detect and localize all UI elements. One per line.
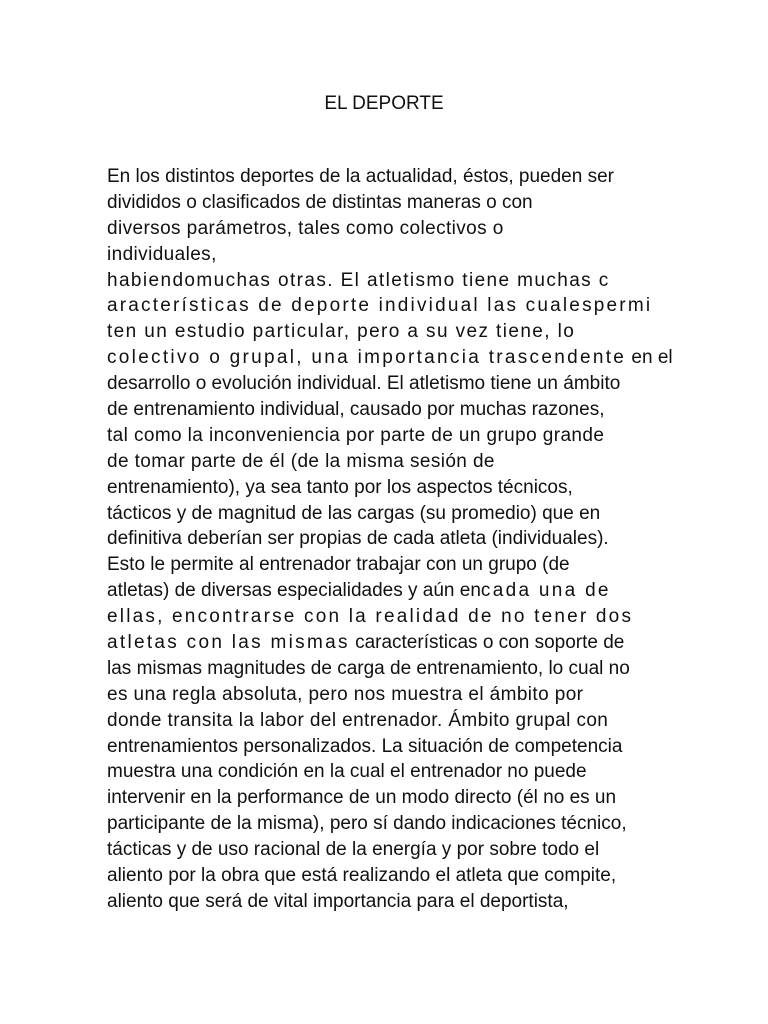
- body-line: de tomar parte de él (de la misma sesión de: [107, 450, 495, 472]
- body-line: divididos o clasificados de distintas maneras o con: [107, 191, 533, 213]
- body-line: desarrollo o evolución individual. El atletismo tiene un ámbito: [107, 373, 621, 395]
- body-line: definitiva deberían ser propias de cada atleta (individuales).: [107, 528, 609, 550]
- body-line: ten un estudio particular, pero a su vez tiene, lo: [107, 321, 576, 343]
- body-line: intervenir en la performance de un modo directo (él no es un: [107, 787, 617, 809]
- body-line: las mismas magnitudes de carga de entrenamiento, lo cual no: [107, 657, 630, 679]
- body-line: aliento que será de vital importancia para el deportista,: [107, 890, 569, 912]
- body-line: es una regla absoluta, pero nos muestra el ámbito por: [107, 683, 584, 705]
- body-line: [107, 345, 673, 371]
- body-line-segment: atletas con las mismas: [107, 632, 350, 654]
- body-line-segment: cada una de: [480, 580, 611, 602]
- body-line: individuales,: [107, 243, 217, 265]
- body-line: participante de la misma), pero sí dando indicaciones técnico,: [107, 813, 627, 835]
- body-line-segment: características o con soporte de: [355, 632, 625, 654]
- body-line: tácticas y de uso racional de la energía y por sobre todo el: [107, 839, 600, 861]
- body-line: En los distintos deportes de la actualidad, éstos, pueden ser: [107, 166, 614, 187]
- body-line: [107, 630, 667, 656]
- body-line: diversos parámetros, tales como colectivos o: [107, 217, 504, 239]
- body-line: entrenamientos personalizados. La situación de competencia: [107, 735, 623, 757]
- body-line: aliento por la obra que está realizando el atleta que compite,: [107, 865, 617, 887]
- body-line: tácticos y de magnitud de las cargas (su promedio) que en: [107, 502, 601, 524]
- body-line-segment: en el: [631, 347, 673, 369]
- body-line: muestra una condición en la cual el entrenador no puede: [107, 761, 587, 783]
- body-line-segment: atletas) de diversas especialidades y aún en: [107, 580, 481, 602]
- body-line-segment: colectivo o grupal, una importancia trascendente: [107, 347, 627, 369]
- body-line: Esto le permite al entrenador trabajar con un grupo (de: [107, 554, 570, 576]
- body-line: [107, 578, 667, 604]
- body-line: habiendomuchas otras. El atletismo tiene muchas c: [107, 269, 610, 291]
- body-line: entrenamiento), ya sea tanto por los aspectos técnicos,: [107, 476, 573, 498]
- body-line: tal como la inconveniencia por parte de un grupo grande: [107, 424, 605, 446]
- body-line: de entrenamiento individual, causado por muchas razones,: [107, 399, 605, 421]
- document-body: [107, 164, 673, 915]
- body-line: donde transita la labor del entrenador. Ámbito grupal con: [107, 709, 609, 731]
- document-title: EL DEPORTE: [324, 93, 444, 114]
- body-line: aracterísticas de deporte individual las cualespermi: [107, 295, 653, 317]
- body-line: ellas, encontrarse con la realidad de no tener dos: [107, 606, 634, 628]
